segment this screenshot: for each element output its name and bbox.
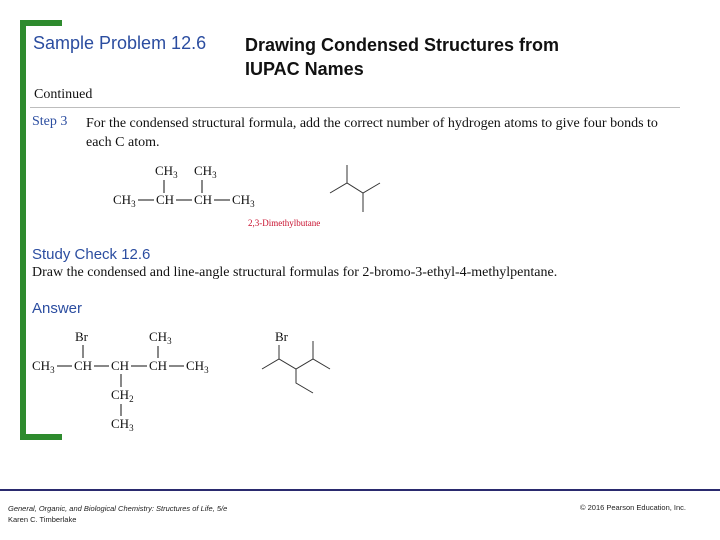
divider — [30, 107, 680, 108]
answer-heading: Answer — [32, 300, 83, 317]
answer-chain-2: CH — [74, 358, 93, 373]
struct1-chain-2: CH — [156, 192, 175, 207]
struct1-top-group-1: $CH_3$ — [155, 163, 178, 180]
answer-bottom-group-2: $CH_3$ — [111, 416, 134, 433]
study-check-heading: Study Check 12.6 — [32, 246, 151, 263]
struct1-chain-4: $CH_3$ — [232, 192, 255, 209]
condensed-structure-answer — [28, 325, 228, 437]
struct1-name: 2,3-Dimethylbutane — [248, 218, 321, 228]
footer-author: Karen C. Timberlake — [8, 515, 77, 524]
step-text: For the condensed structural formula, add the correct number of hydrogen atoms to give four bonds to each C atom. — [86, 116, 658, 150]
struct1-line-chain — [330, 183, 380, 193]
study-check-text: Draw the condensed and line-angle structural formulas for 2-bromo-3-ethyl-4-methylpentane. — [32, 265, 558, 280]
answer-chain-1: $CH_3$ — [32, 358, 55, 375]
line-angle-structure-answer — [255, 325, 345, 397]
footer-citation — [8, 503, 227, 525]
struct1-chain-3: CH — [194, 192, 213, 207]
slide-title-line1: Drawing Condensed Structures from — [245, 35, 560, 55]
line-angle-br-label: Br — [275, 329, 288, 344]
slide-title — [245, 33, 559, 81]
line-angle-structure-1 — [325, 160, 395, 215]
footer-rule — [0, 489, 720, 491]
answer-top-group-2: $CH_3$ — [149, 329, 172, 346]
answer-bottom-group-1: $CH_2$ — [111, 387, 134, 404]
problem-label: Sample Problem 12.6 — [33, 33, 207, 53]
accent-bracket-top — [20, 20, 62, 26]
answer-chain-5: $CH_3$ — [186, 358, 209, 375]
continued-label: Continued — [34, 87, 93, 102]
step-label: Step 3 — [32, 114, 68, 129]
struct1-chain-1: $CH_3$ — [113, 192, 136, 209]
answer-top-group-1: Br — [75, 329, 88, 344]
answer-chain-3: CH — [111, 358, 130, 373]
accent-bracket — [20, 20, 26, 440]
struct1-top-group-2: $CH_3$ — [194, 163, 217, 180]
footer-book-title: General, Organic, and Biological Chemistry: Structures of Life, 5/e — [8, 504, 228, 513]
footer-copyright: © 2016 Pearson Education, Inc. — [580, 503, 687, 512]
answer-chain-4: CH — [149, 358, 168, 373]
answer-line-ethyl — [296, 369, 313, 393]
slide-title-line2: IUPAC Names — [245, 59, 364, 79]
condensed-structure-1 — [110, 160, 350, 235]
answer-line-chain — [262, 359, 330, 369]
